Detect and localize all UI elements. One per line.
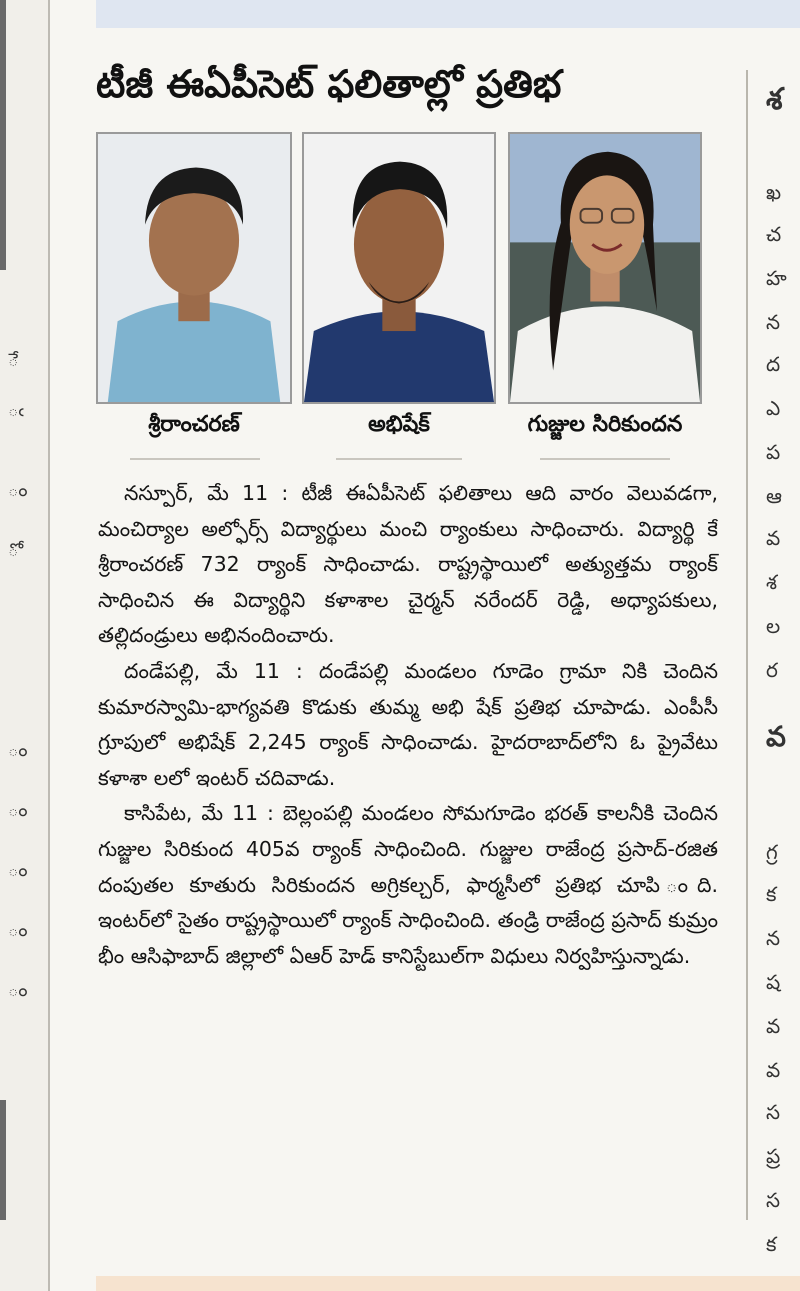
article-paragraph: దండేపల్లి, మే 11 : దండేపల్లి మండలం గూడెం గ్రామా నికి చెందిన కుమారస్వామి-భాగ్యవతి కొడుకు తుమ్మ అభి షేక్ ప్రతిభ చూపాడు. ఎంపీసీ గ్రూపులో అభిషేక్ 2,245 ర్యాంక్ సాధించాడు. హైదరాబాద్‌లోని ఓ ప్రైవేటు కళాశా లలో ఇంటర్ చదివాడు. [98, 658, 718, 790]
fragment-glyph: ో [8, 540, 19, 561]
fragment-glyph: ం [8, 740, 28, 761]
photo-sriramcharan [96, 132, 292, 404]
fragment-glyph: ఎ [766, 396, 781, 420]
column-edge-strip [0, 1100, 6, 1220]
fragment-glyph: చ [766, 222, 782, 246]
fragment-glyph: క [766, 1232, 777, 1256]
adjacent-column-right [754, 70, 800, 1270]
adjacent-column-left [0, 0, 50, 1291]
article-headline: టీజీ ఈఏపీసెట్ ఫలితాల్లో ప్రతిభ [96, 62, 562, 106]
fragment-glyph: ం [8, 860, 28, 881]
fragment-glyph: వ [766, 720, 786, 753]
fragment-glyph: స [766, 1100, 781, 1124]
fragment-glyph: శ [766, 82, 783, 117]
bottom-color-band [96, 1276, 800, 1291]
fragment-glyph: శ [766, 570, 777, 594]
caption-underline [540, 458, 670, 460]
fragment-glyph: గ్ర [766, 840, 778, 864]
fragment-glyph: వ [766, 526, 781, 550]
fragment-glyph: ష [766, 970, 781, 994]
photo-sirikundana [508, 132, 702, 404]
caption-underline [336, 458, 462, 460]
photo-caption: అభిషేక్ [368, 412, 430, 437]
fragment-glyph: ర [766, 658, 778, 682]
article-paragraph: నస్పూర్, మే 11 : టీజీ ఈఏపీసెట్ ఫలితాలు ఆది వారం వెలువడగా, మంచిర్యాల అల్ఫోర్స్ విద్యార్థులు మంచి ర్యాంకులు సాధించారు. విద్యార్థి కే శ్రీరాంచరణ్ 732 ర్యాంక్ సాధించాడు. రాష్ట్రస్థాయిలో అత్యుత్తమ ర్యాంక్ సాధించిన ఈ విద్యార్థిని కళాశాల చైర్మన్ నరేందర్ రెడ్డి, అధ్యాపకులు, తల్లిదండ్రులు అభినందించారు. [98, 481, 718, 648]
fragment-glyph: క [766, 882, 777, 906]
portrait-illustration [98, 134, 290, 402]
top-color-band [96, 0, 800, 28]
caption-underline [130, 458, 260, 460]
fragment-glyph: ఖ [766, 180, 782, 204]
fragment-glyph: హ [766, 266, 787, 290]
portrait-illustration [304, 134, 494, 402]
fragment-glyph: ప్ర [766, 1144, 781, 1168]
article-paragraph: కాసిపేట, మే 11 : బెల్లంపల్లి మండలం సోమగూడెం భరత్ కాలనీకి చెందిన గుజ్జుల సిరికుంద 405వ ర్యాంక్ సాధించింది. గుజ్జుల రాజేంద్ర ప్రసాద్-రజిత దంపుతల కూతురు సిరికుందన అగ్రికల్చర్, ఫార్మసీలో ప్రతిభ చూపి ంది. ఇంటర్‌లో సైతం రాష్ట్రస్థాయిలో ర్యాంక్ సాధించింది. తండ్రి రాజేంద్ర ప్రసాద్ కుమ్రం భీం ఆసిఫాబాద్ జిల్లాలో ఏఆర్ హెడ్ కానిస్టేబుల్‌గా విధులు నిర్వహిస్తున్నాడు. [98, 801, 718, 968]
fragment-glyph: ఁ [8, 400, 24, 421]
fragment-glyph: ల [766, 614, 781, 638]
fragment-glyph: ే [8, 350, 19, 371]
column-divider [746, 70, 748, 1220]
fragment-glyph: స [766, 1188, 781, 1212]
fragment-glyph: వ [766, 1014, 781, 1038]
photo-caption: శ్రీరాంచరణ్ [148, 412, 240, 437]
fragment-glyph: ం [8, 800, 28, 821]
photo-caption: గుజ్జుల సిరికుందన [527, 412, 683, 437]
portrait-illustration [510, 134, 700, 402]
fragment-glyph: న [766, 310, 781, 334]
fragment-glyph: ం [8, 480, 28, 501]
fragment-glyph: ప [766, 440, 781, 464]
fragment-glyph: ం [8, 920, 28, 941]
photo-abhishek [302, 132, 496, 404]
fragment-glyph: వ [766, 1058, 781, 1082]
article-body [98, 476, 718, 974]
fragment-glyph: ఆ [766, 484, 782, 508]
fragment-glyph: న [766, 926, 781, 950]
fragment-glyph: ద [766, 352, 781, 376]
column-edge-strip [0, 0, 6, 270]
fragment-glyph: ం [8, 980, 28, 1001]
